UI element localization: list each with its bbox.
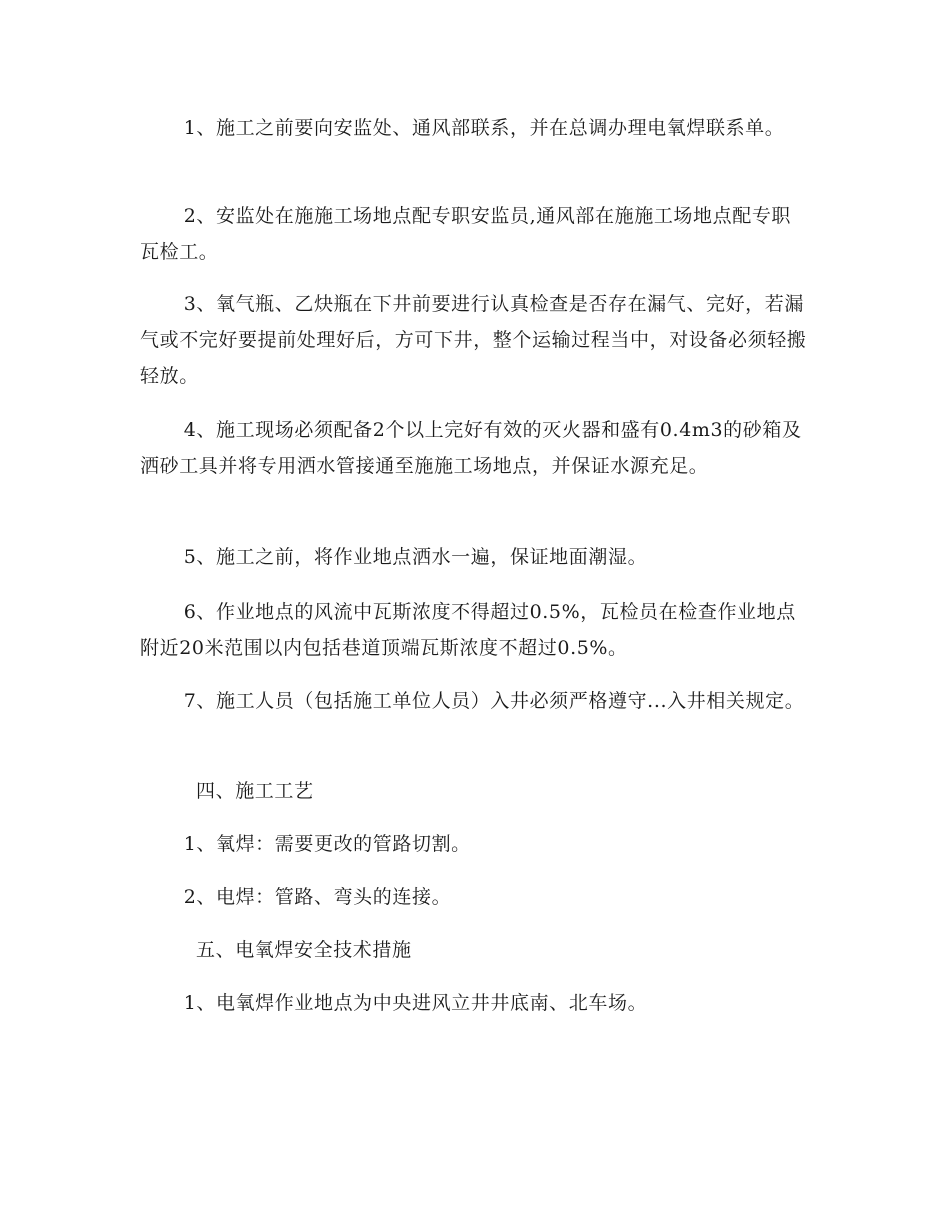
section5-item-1: 1、电氧焊作业地点为中央进风立井井底南、北车场。 xyxy=(183,992,648,1014)
section-heading-5: 五、电氧焊安全技术措施 xyxy=(196,939,412,961)
paragraph-item-5: 5、施工之前，将作业地点洒水一遍，保证地面潮湿。 xyxy=(183,546,648,568)
paragraph-item-6: 6、作业地点的风流中瓦斯浓度不得超过0.5%，瓦检员在检查作业地点附近20米范围以内包括巷道顶端瓦斯浓度不超过0.5%。 xyxy=(140,601,796,659)
paragraph-item-1: 1、施工之前要向安监处、通风部联系，并在总调办理电氧焊联系单。 xyxy=(183,117,785,139)
paragraph-item-7: 7、施工人员（包括施工单位人员）入井必须严格遵守...入井相关规定。 xyxy=(183,690,805,712)
paragraph-item-2: 2、安监处在施施工场地点配专职安监员,通风部在施施工场地点配专职瓦检工。 xyxy=(140,205,792,263)
section4-item-1: 1、氧焊：需要更改的管路切割。 xyxy=(183,833,471,855)
paragraph-item-4: 4、施工现场必须配备2个以上完好有效的灭火器和盛有0.4m3的砂箱及洒砂工具并将专用洒水管接通至施施工场地点，并保证水源充足。 xyxy=(140,419,802,477)
section4-item-2: 2、电焊：管路、弯头的连接。 xyxy=(183,886,452,908)
paragraph-item-3: 3、氧气瓶、乙炔瓶在下井前要进行认真检查是否存在漏气、完好，若漏气或不完好要提前处理好后，方可下井，整个运输过程当中，对设备必须轻搬轻放。 xyxy=(140,293,807,387)
section-heading-4: 四、施工工艺 xyxy=(196,780,314,802)
